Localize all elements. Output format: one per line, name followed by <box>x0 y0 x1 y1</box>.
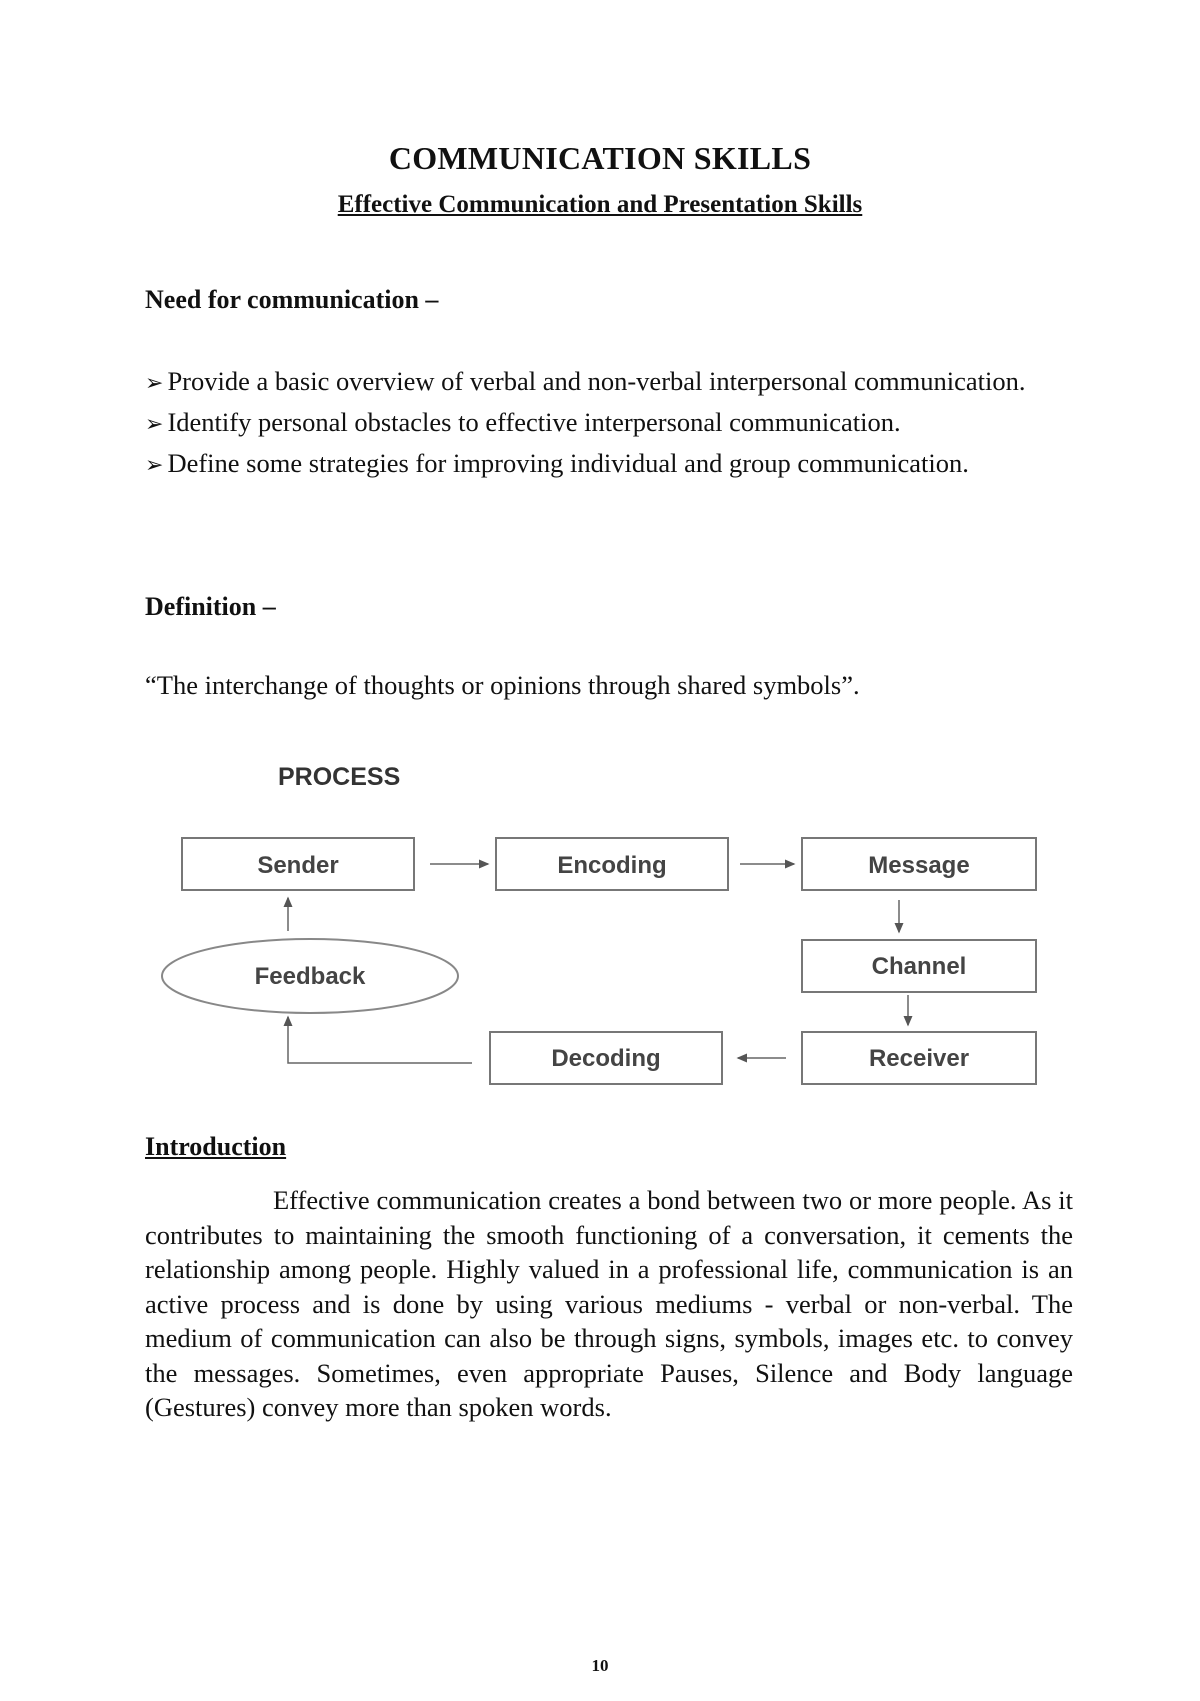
introduction-heading: Introduction <box>145 1132 287 1161</box>
bullet-item <box>145 362 1073 403</box>
process-diagram <box>150 755 1050 1090</box>
definition-quote: “The interchange of thoughts or opinions through shared symbols”. <box>145 670 860 700</box>
encoding-box <box>496 838 728 890</box>
channel-box <box>802 940 1036 992</box>
definition-heading: Definition – <box>145 592 276 621</box>
process-title: PROCESS <box>278 763 401 791</box>
introduction-paragraph: Effective communication creates a bond between two or more people. As it contributes to maintaining the smooth functioning of a conversation, it cements the relationship among people. Highly valued in a professional life, communication is an active process and is done by using various mediums - verbal or non-verbal. The medium of communication can also be through signs, symbols, images etc. to convey the messages. Sometimes, even appropriate Pauses, Silence and Body language (Gestures) convey more than spoken words. <box>145 1185 1073 1422</box>
arrow-bullet-icon: ➢ <box>145 371 164 396</box>
bullet-item <box>145 403 1073 444</box>
need-bullet-list <box>145 362 1073 485</box>
sender-label: Sender <box>257 852 339 879</box>
encoding-label: Encoding <box>557 852 667 879</box>
need-heading: Need for communication – <box>145 285 439 314</box>
receiver-box <box>802 1032 1036 1084</box>
message-label: Message <box>868 852 970 879</box>
sender-box <box>182 838 414 890</box>
decoding-label: Decoding <box>551 1045 661 1072</box>
decoding-box <box>490 1032 722 1084</box>
feedback-ellipse <box>162 939 458 1013</box>
page-subtitle: Effective Communication and Presentation Skills <box>337 191 863 218</box>
arrow-bullet-icon: ➢ <box>145 453 164 478</box>
bullet-text: Identify personal obstacles to effective interpersonal communication. <box>167 407 901 437</box>
arrow-decoding-feedback <box>288 1017 472 1063</box>
bullet-text: Define some strategies for improving individual and group communication. <box>167 448 969 478</box>
page-number: 10 <box>591 1656 609 1675</box>
arrow-bullet-icon: ➢ <box>145 412 164 437</box>
bullet-text: Provide a basic overview of verbal and non-verbal interpersonal communication. <box>167 366 1026 396</box>
receiver-label: Receiver <box>868 1045 970 1072</box>
feedback-label: Feedback <box>254 963 366 990</box>
message-box <box>802 838 1036 890</box>
bullet-item <box>145 444 1073 485</box>
page-title: COMMUNICATION SKILLS <box>388 140 812 176</box>
channel-label: Channel <box>871 953 967 980</box>
